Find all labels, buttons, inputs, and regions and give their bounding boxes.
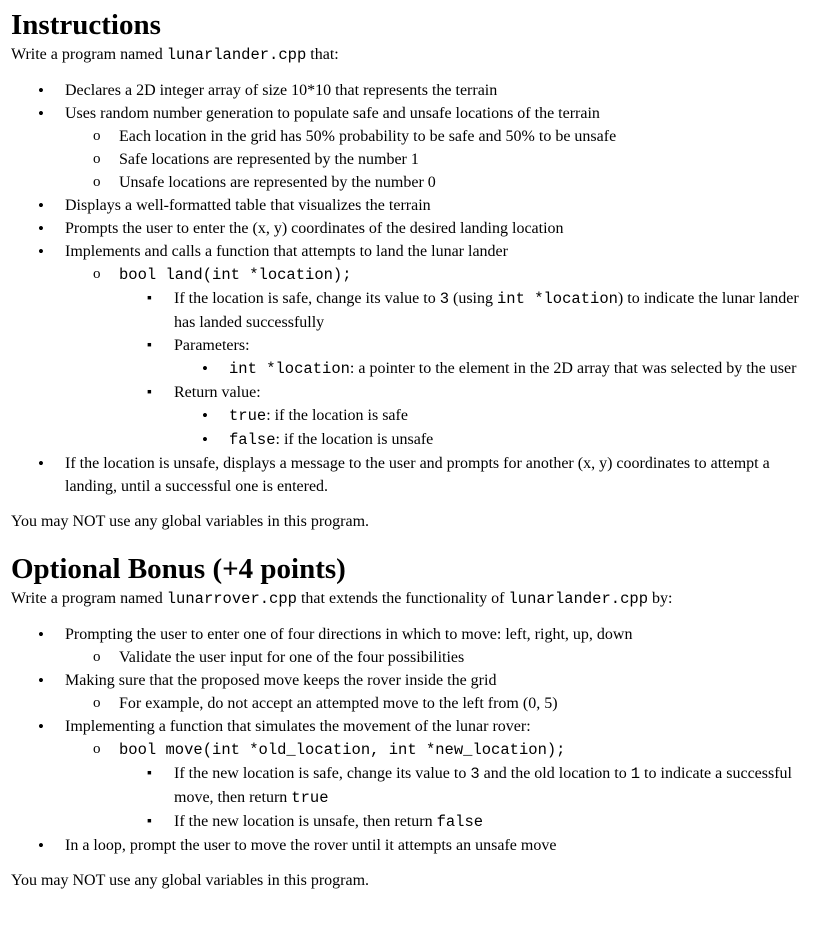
item-text: In a loop, prompt the user to move the rover until it attempts an unsafe move xyxy=(65,837,557,854)
function-signature xyxy=(11,263,823,452)
text: : if the location is unsafe xyxy=(275,431,434,448)
return-item xyxy=(11,404,823,428)
parameter-list xyxy=(174,357,823,381)
text: Write a program named xyxy=(11,590,167,607)
text: : if the location is safe xyxy=(266,407,408,424)
sub-sub-list-item xyxy=(11,810,823,834)
code-value: true xyxy=(229,407,267,425)
sub-sub-list-item xyxy=(11,334,823,381)
code-value: 3 xyxy=(439,290,449,308)
bonus-note: You may NOT use any global variables in this program. xyxy=(11,872,370,889)
text: If the new location is unsafe, then return xyxy=(174,813,437,830)
item-text: Implements and calls a function that attempts to land the lunar lander xyxy=(65,243,508,260)
code-value: true xyxy=(291,789,329,807)
sub-sub-list xyxy=(119,762,823,834)
sub-sub-list-item xyxy=(11,381,823,452)
instructions-note: You may NOT use any global variables in this program. xyxy=(11,513,370,530)
sub-sub-list xyxy=(119,287,823,452)
text: that extends the functionality of xyxy=(296,590,509,607)
text: by: xyxy=(648,590,673,607)
code-value: 1 xyxy=(630,765,641,783)
item-text: Making sure that the proposed move keeps the rover inside the grid xyxy=(65,672,497,689)
text: (using xyxy=(449,290,497,307)
text: to indicate a successful move, then return xyxy=(174,765,792,806)
sub-list xyxy=(65,125,823,194)
code-value: false xyxy=(229,431,276,449)
instructions-list xyxy=(11,79,823,498)
text: Parameters: xyxy=(174,337,250,354)
code-value: int *location xyxy=(497,290,618,308)
item-text: Prompts the user to enter the (x, y) coordinates of the desired landing location xyxy=(65,220,564,237)
bonus-intro xyxy=(11,587,823,611)
signature-code: bool land(int *location); xyxy=(119,266,352,284)
signature-code: bool move(int *old_location, int *new_location); xyxy=(119,741,566,759)
code-value: lunarlander.cpp xyxy=(508,590,648,608)
item-text: Displays a well-formatted table that visualizes the terrain xyxy=(65,197,431,214)
function-signature xyxy=(11,738,823,834)
sub-list xyxy=(65,263,823,452)
sub-list xyxy=(65,738,823,834)
intro-text: Write a program named xyxy=(11,46,167,63)
return-list xyxy=(174,404,823,452)
code-value: 3 xyxy=(470,765,480,783)
sub-list xyxy=(65,646,823,669)
list-item xyxy=(11,834,823,857)
text: and the old location to xyxy=(479,765,631,782)
list-item xyxy=(11,623,823,669)
parameter-item xyxy=(11,357,823,381)
sub-list-item: o For example, do not accept an attempted move to the left from (0, 5) xyxy=(11,692,823,715)
sub-sub-list-item xyxy=(11,762,823,810)
sub-list-item: o Unsafe locations are represented by the number 0 xyxy=(11,171,823,194)
text: If the new location is safe, change its value to xyxy=(174,765,471,782)
intro-text-end: that: xyxy=(306,46,339,63)
intro-filename: lunarlander.cpp xyxy=(166,46,307,64)
instructions-intro xyxy=(11,43,823,67)
list-item xyxy=(11,102,823,194)
sub-sub-list-item xyxy=(11,287,823,334)
text: If the location is safe, change its value to xyxy=(174,290,440,307)
item-text: Uses random number generation to populate safe and unsafe locations of the terrain xyxy=(65,105,600,122)
text: ) to indicate the lunar lander has landed successfully xyxy=(174,290,799,331)
list-item xyxy=(11,79,823,102)
item-text: Prompting the user to enter one of four directions in which to move: left, right, up, down xyxy=(65,626,633,643)
code-value: false xyxy=(436,813,484,831)
sub-list-item: o Each location in the grid has 50% probability to be safe and 50% to be unsafe xyxy=(11,125,823,148)
list-item xyxy=(11,217,823,240)
code-value: lunarrover.cpp xyxy=(166,590,297,608)
bonus-heading: Optional Bonus (+4 points) xyxy=(11,553,346,585)
code-value: int *location xyxy=(229,360,350,378)
text: Return value: xyxy=(174,384,261,401)
text: : a pointer to the element in the 2D array that was selected by the user xyxy=(349,360,797,377)
sub-list xyxy=(65,692,823,715)
item-text: If the location is unsafe, displays a message to the user and prompts for another (x, y) coordinates to attempt a landing, until a successful one is entered. xyxy=(65,455,770,495)
return-item xyxy=(11,428,823,452)
list-item xyxy=(11,240,823,452)
item-text: Implementing a function that simulates the movement of the lunar rover: xyxy=(65,718,531,735)
sub-list-item: o Validate the user input for one of the four possibilities xyxy=(11,646,823,669)
list-item xyxy=(11,715,823,834)
bonus-list xyxy=(11,623,823,857)
sub-list-item: o Safe locations are represented by the number 1 xyxy=(11,148,823,171)
instructions-heading: Instructions xyxy=(11,9,161,41)
list-item xyxy=(11,669,823,715)
list-item xyxy=(11,452,823,498)
list-item xyxy=(11,194,823,217)
item-text: Declares a 2D integer array of size 10*10 that represents the terrain xyxy=(65,82,498,99)
